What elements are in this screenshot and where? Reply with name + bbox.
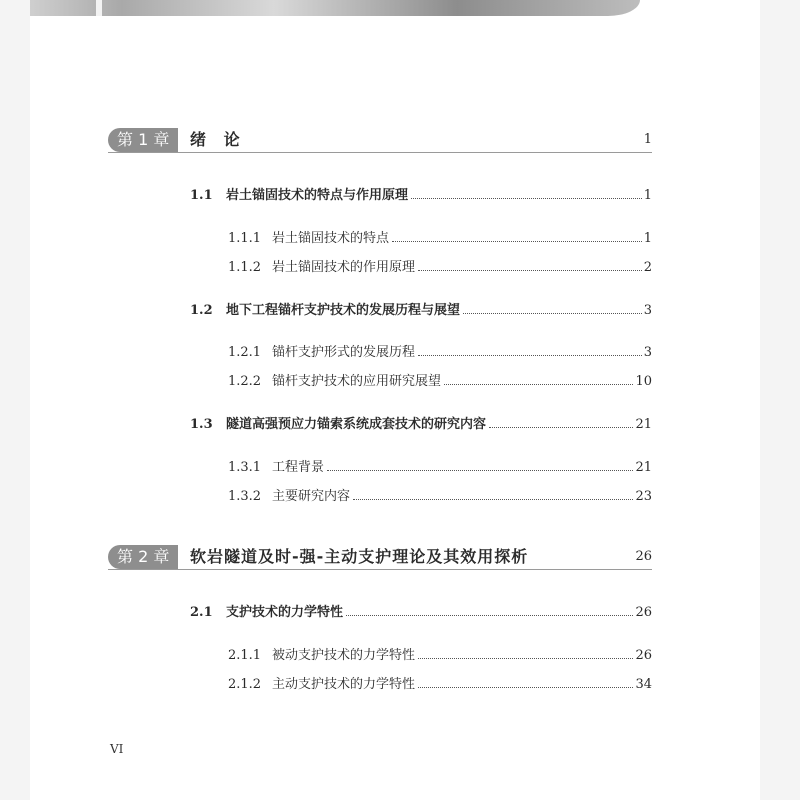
toc-entry-subsection[interactable]: [228, 676, 652, 694]
toc-entry-section[interactable]: [190, 187, 652, 205]
toc-entry-subsection[interactable]: [228, 230, 652, 248]
subsection-page-number: 3: [643, 345, 652, 360]
toc-entry-subsection[interactable]: [228, 459, 652, 477]
dot-leader: [392, 240, 642, 242]
section-title: 支护技术的力学特性: [226, 605, 344, 620]
dot-leader: [411, 197, 642, 199]
subsection-title: 岩土锚固技术的作用原理: [272, 260, 416, 275]
dot-leader: [353, 498, 633, 500]
subsection-title: 锚杆支护形式的发展历程: [272, 345, 416, 360]
chapter-1-heading: [108, 128, 652, 153]
chapter-badge: 第 1 章: [108, 128, 178, 152]
chapter-title: 软岩隧道及时-强-主动支护理论及其效用探析: [190, 547, 529, 566]
section-page-number: 1: [643, 188, 652, 203]
subsection-page-number: 23: [635, 489, 652, 504]
section-title: 岩土锚固技术的特点与作用原理: [226, 188, 409, 203]
toc-entry-section[interactable]: [190, 416, 652, 434]
dot-leader: [418, 354, 642, 356]
subsection-page-number: 10: [635, 374, 652, 389]
subsection-page-number: 1: [643, 231, 652, 246]
toc-entry-section[interactable]: [190, 604, 652, 622]
section-page-number: 26: [635, 605, 652, 620]
subsection-number: 1.3.1: [228, 460, 262, 475]
chapter-2-heading: [108, 545, 652, 570]
subsection-title: 岩土锚固技术的特点: [272, 231, 390, 246]
chapter-badge: 第 2 章: [108, 545, 178, 569]
dot-leader: [489, 426, 633, 428]
section-title: 隧道高强预应力锚索系统成套技术的研究内容: [226, 417, 487, 432]
header-decoration: [30, 0, 640, 16]
dot-leader: [418, 269, 642, 271]
toc-entry-subsection[interactable]: [228, 647, 652, 665]
subsection-number: 2.1.1: [228, 648, 262, 663]
subsection-page-number: 21: [635, 460, 652, 475]
section-number: 2.1: [190, 605, 213, 620]
book-page: [30, 0, 760, 800]
subsection-number: 1.1.2: [228, 260, 262, 275]
subsection-page-number: 34: [635, 677, 652, 692]
subsection-number: 1.3.2: [228, 489, 262, 504]
toc-entry-subsection[interactable]: [228, 259, 652, 277]
subsection-title: 工程背景: [272, 460, 325, 475]
subsection-number: 2.1.2: [228, 677, 262, 692]
section-title: 地下工程锚杆支护技术的发展历程与展望: [226, 303, 461, 318]
subsection-number: 1.2.1: [228, 345, 262, 360]
subsection-title: 锚杆支护技术的应用研究展望: [272, 374, 442, 389]
page-folio: VI: [110, 742, 124, 756]
dot-leader: [346, 614, 633, 616]
section-number: 1.2: [190, 303, 213, 318]
section-number: 1.1: [190, 188, 213, 203]
section-page-number: 3: [643, 303, 652, 318]
section-page-number: 21: [635, 417, 652, 432]
chapter-page-number: 1: [643, 132, 652, 147]
dot-leader: [444, 383, 633, 385]
subsection-title: 被动支护技术的力学特性: [272, 648, 416, 663]
subsection-title: 主动支护技术的力学特性: [272, 677, 416, 692]
chapter-page-number: 26: [635, 549, 652, 564]
subsection-page-number: 26: [635, 648, 652, 663]
dot-leader: [418, 686, 633, 688]
chapter-title: 绪 论: [190, 130, 246, 149]
dot-leader: [418, 657, 633, 659]
section-number: 1.3: [190, 417, 213, 432]
toc-entry-section[interactable]: [190, 302, 652, 320]
subsection-title: 主要研究内容: [272, 489, 351, 504]
dot-leader: [327, 469, 633, 471]
header-decoration-strip: [96, 0, 102, 16]
toc-entry-subsection[interactable]: [228, 344, 652, 362]
subsection-number: 1.2.2: [228, 374, 262, 389]
toc-entry-subsection[interactable]: [228, 373, 652, 391]
dot-leader: [463, 312, 642, 314]
toc-entry-subsection[interactable]: [228, 488, 652, 506]
subsection-number: 1.1.1: [228, 231, 262, 246]
subsection-page-number: 2: [643, 260, 652, 275]
